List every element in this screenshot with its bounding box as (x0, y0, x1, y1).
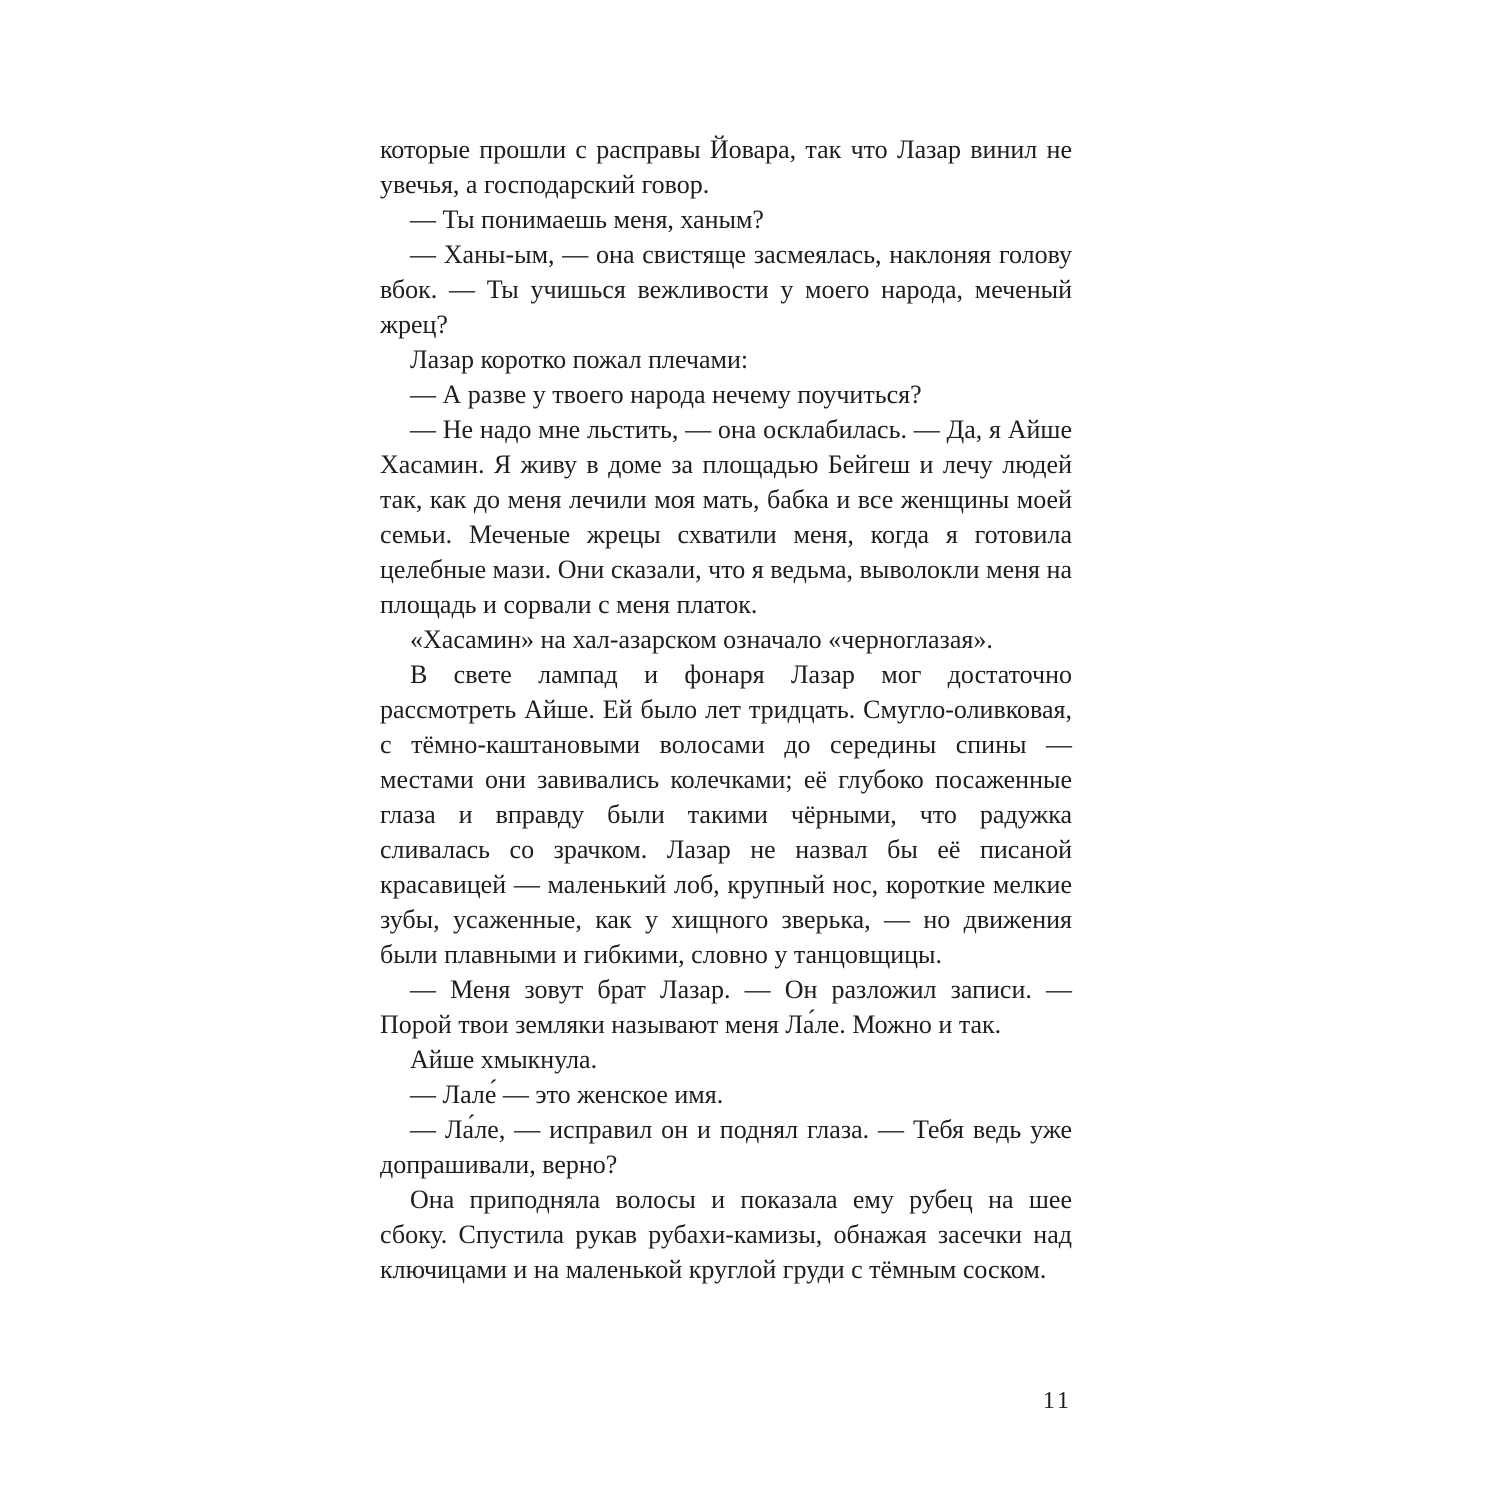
paragraph-dialogue: — А разве у твоего народа нечему поучиться? (410, 380, 922, 409)
paragraph-dialogue: — Ла́ле, — исправил он и поднял глаза. — Тебя ведь уже допрашивали, верно? (380, 1115, 1072, 1179)
paragraph-dialogue: — Ты понимаешь меня, ханым? (410, 205, 764, 234)
paragraph: Айше хмыкнула. (410, 1045, 598, 1074)
paragraph-dialogue: — Меня зовут брат Лазар. — Он разложил записи. — Порой твои земляки называют меня Ла́ле. Можно и так. (380, 975, 1072, 1039)
paragraph-dialogue: — Не надо мне льстить, — она осклабилась. — Да, я Айше Хасамин. Я живу в доме за площадью Бейгеш и лечу людей так, как до меня лечили моя мать, бабка и все женщины моей семьи. Меченые жрецы схватили меня, когда я готовила целебные мази. Они сказали, что я ведьма, выволокли меня на площадь и сорвали с меня платок. (380, 415, 1072, 619)
paragraph-dialogue: — Лале́ — это женское имя. (410, 1080, 724, 1109)
page-number: 11 (1042, 1388, 1072, 1414)
paragraph: Лазар коротко пожал плечами: (410, 345, 749, 374)
paragraph-continuation: которые прошли с расправы Йовара, так что Лазар винил не увечья, а господарский говор. (380, 135, 1072, 199)
paragraph-dialogue: — Ханы-ым, — она свистяще засмеялась, наклоняя голову вбок. — Ты учишься вежливости у моего народа, меченый жрец? (380, 240, 1072, 339)
paragraph: Она приподняла волосы и показала ему рубец на шее сбоку. Спустила рукав рубахи-камизы, обнажая засечки над ключицами и на маленькой круглой груди с тёмным соском. (380, 1185, 1072, 1284)
paragraph: «Хасамин» на хал-азарском означало «черноглазая». (410, 625, 993, 654)
body-text (380, 132, 1072, 1287)
paragraph: В свете лампад и фонаря Лазар мог достаточно рассмотреть Айше. Ей было лет тридцать. Смугло-оливковая, с тёмно-каштановыми волосами до середины спины — местами они завивались колечками; её глубоко посаженные глаза и вправду были такими чёрными, что радужка сливалась со зрачком. Лазар не назвал бы её писаной красавицей — маленький лоб, крупный нос, короткие мелкие зубы, усаженные, как у хищного зверька, — но движения были плавными и гибкими, словно у танцовщицы. (380, 660, 1072, 969)
